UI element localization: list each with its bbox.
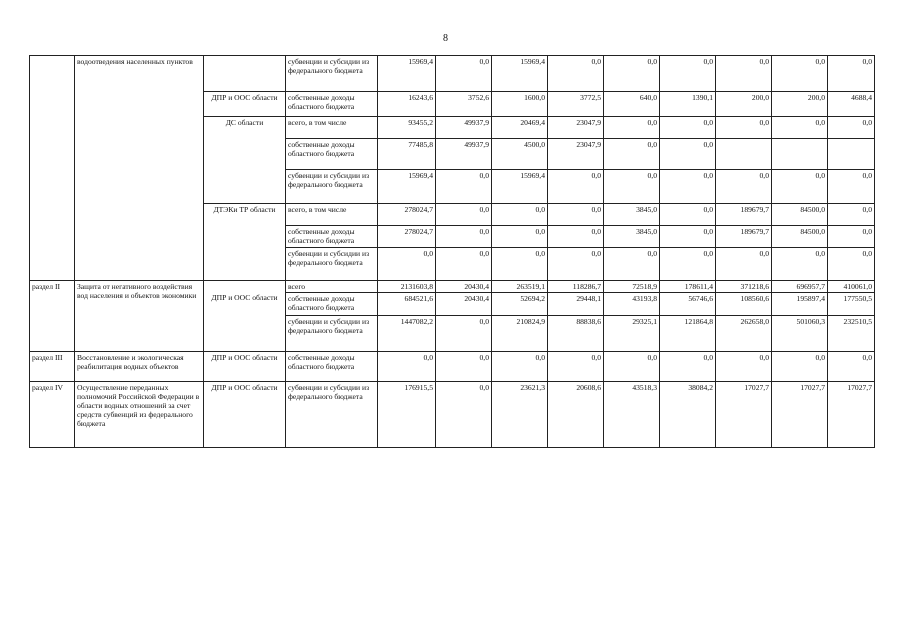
value-cell: 49937,9 (436, 117, 492, 139)
value-cell: 17027,7 (828, 382, 875, 448)
value-cell: 23047,9 (548, 139, 604, 170)
value-cell: 0,0 (660, 117, 716, 139)
value-cell: 696957,7 (772, 281, 828, 293)
value-cell: 0,0 (548, 204, 604, 226)
value-cell: 0,0 (660, 248, 716, 281)
value-cell: 640,0 (604, 92, 660, 117)
value-cell: 0,0 (436, 352, 492, 382)
executor-cell: ДПР и ООС области (204, 352, 286, 382)
value-cell: 1390,1 (660, 92, 716, 117)
value-cell: 0,0 (604, 352, 660, 382)
funding-source-label: субвенции и субсидии из федерального бюджета (286, 316, 378, 352)
executor-cell: ДПР и ООС области (204, 92, 286, 117)
value-cell: 108560,6 (716, 293, 772, 316)
value-cell: 4688,4 (828, 92, 875, 117)
program-name-cell: Защита от негативного воздействия вод населения и объектов экономики (75, 281, 204, 352)
value-cell (772, 139, 828, 170)
value-cell: 43518,3 (604, 382, 660, 448)
value-cell: 0,0 (660, 139, 716, 170)
value-cell: 0,0 (436, 248, 492, 281)
value-cell: 0,0 (548, 56, 604, 92)
page-number: 8 (443, 33, 448, 44)
value-cell: 0,0 (716, 170, 772, 204)
funding-source-label: собственные доходы областного бюджета (286, 139, 378, 170)
value-cell: 20469,4 (492, 117, 548, 139)
value-cell: 0,0 (604, 117, 660, 139)
value-cell: 0,0 (378, 352, 436, 382)
section-code-cell: раздел III (30, 352, 75, 382)
value-cell: 52694,2 (492, 293, 548, 316)
value-cell: 72518,9 (604, 281, 660, 293)
value-cell: 0,0 (492, 248, 548, 281)
value-cell: 118286,7 (548, 281, 604, 293)
value-cell: 177550,5 (828, 293, 875, 316)
value-cell: 3845,0 (604, 226, 660, 248)
value-cell: 0,0 (828, 170, 875, 204)
value-cell: 0,0 (828, 56, 875, 92)
value-cell: 0,0 (604, 248, 660, 281)
value-cell: 0,0 (436, 56, 492, 92)
value-cell: 0,0 (716, 248, 772, 281)
section-code-cell: раздел II (30, 281, 75, 352)
funding-source-label: субвенции и субсидии из федерального бюджета (286, 248, 378, 281)
funding-source-label: собственные доходы областного бюджета (286, 352, 378, 382)
value-cell: 0,0 (604, 170, 660, 204)
value-cell: 0,0 (660, 352, 716, 382)
value-cell: 0,0 (548, 352, 604, 382)
value-cell: 29448,1 (548, 293, 604, 316)
value-cell: 262658,0 (716, 316, 772, 352)
funding-source-label: собственные доходы областного бюджета (286, 92, 378, 117)
table-row (30, 281, 875, 293)
value-cell: 0,0 (604, 56, 660, 92)
value-cell: 0,0 (772, 117, 828, 139)
value-cell: 371218,6 (716, 281, 772, 293)
value-cell: 0,0 (660, 170, 716, 204)
program-name-cell: водоотведения населенных пунктов (75, 56, 204, 281)
value-cell: 0,0 (716, 117, 772, 139)
value-cell: 0,0 (772, 56, 828, 92)
value-cell: 88838,6 (548, 316, 604, 352)
value-cell: 0,0 (604, 139, 660, 170)
funding-source-label: субвенции и субсидии из федерального бюджета (286, 170, 378, 204)
value-cell: 0,0 (548, 226, 604, 248)
value-cell: 0,0 (492, 226, 548, 248)
value-cell: 3772,5 (548, 92, 604, 117)
value-cell: 195897,4 (772, 293, 828, 316)
value-cell: 0,0 (436, 204, 492, 226)
value-cell: 210824,9 (492, 316, 548, 352)
value-cell: 263519,1 (492, 281, 548, 293)
funding-source-label: собственные доходы областного бюджета (286, 293, 378, 316)
value-cell: 200,0 (716, 92, 772, 117)
value-cell: 2131603,8 (378, 281, 436, 293)
table-row (30, 56, 875, 92)
value-cell: 278024,7 (378, 226, 436, 248)
executor-cell: ДПР и ООС области (204, 281, 286, 352)
value-cell: 1447082,2 (378, 316, 436, 352)
value-cell: 278024,7 (378, 204, 436, 226)
value-cell: 189679,7 (716, 226, 772, 248)
value-cell: 0,0 (436, 170, 492, 204)
value-cell: 0,0 (772, 352, 828, 382)
value-cell: 0,0 (548, 170, 604, 204)
executor-cell (204, 56, 286, 92)
value-cell: 15969,4 (378, 56, 436, 92)
value-cell: 15969,4 (492, 56, 548, 92)
value-cell: 0,0 (660, 56, 716, 92)
section-code-cell: раздел IV (30, 382, 75, 448)
value-cell: 0,0 (828, 352, 875, 382)
value-cell: 0,0 (716, 56, 772, 92)
value-cell: 0,0 (716, 352, 772, 382)
value-cell: 93455,2 (378, 117, 436, 139)
program-name-cell: Восстановление и экологическая реабилитация водных объектов (75, 352, 204, 382)
executor-cell: ДС области (204, 117, 286, 204)
value-cell: 15969,4 (378, 170, 436, 204)
value-cell: 176915,5 (378, 382, 436, 448)
value-cell: 1600,0 (492, 92, 548, 117)
value-cell: 178611,4 (660, 281, 716, 293)
funding-source-label: субвенции и субсидии из федерального бюджета (286, 382, 378, 448)
budget-table (29, 55, 875, 448)
value-cell: 410061,0 (828, 281, 875, 293)
funding-source-label: субвенции и субсидии из федерального бюджета (286, 56, 378, 92)
value-cell: 38084,2 (660, 382, 716, 448)
value-cell: 0,0 (828, 248, 875, 281)
value-cell: 0,0 (492, 352, 548, 382)
value-cell: 23621,3 (492, 382, 548, 448)
value-cell: 43193,8 (604, 293, 660, 316)
value-cell: 0,0 (772, 248, 828, 281)
table-row (30, 382, 875, 448)
value-cell: 684521,6 (378, 293, 436, 316)
value-cell: 121864,8 (660, 316, 716, 352)
value-cell: 17027,7 (772, 382, 828, 448)
value-cell: 501060,3 (772, 316, 828, 352)
value-cell (716, 139, 772, 170)
executor-cell: ДТЭКи ТР области (204, 204, 286, 281)
funding-source-label: всего, в том числе (286, 117, 378, 139)
value-cell: 0,0 (828, 204, 875, 226)
value-cell: 0,0 (436, 316, 492, 352)
value-cell: 0,0 (828, 226, 875, 248)
value-cell: 56746,6 (660, 293, 716, 316)
value-cell: 0,0 (660, 204, 716, 226)
value-cell: 20430,4 (436, 281, 492, 293)
value-cell: 0,0 (492, 204, 548, 226)
value-cell: 200,0 (772, 92, 828, 117)
value-cell: 84500,0 (772, 204, 828, 226)
program-name-cell: Осуществление переданных полномочий Российской Федерации в области водных отношений за счет средств субвенций из федерального бюджета (75, 382, 204, 448)
value-cell: 189679,7 (716, 204, 772, 226)
value-cell: 23047,9 (548, 117, 604, 139)
section-code-cell (30, 56, 75, 281)
funding-source-label: собственные доходы областного бюджета (286, 226, 378, 248)
value-cell: 3845,0 (604, 204, 660, 226)
value-cell: 17027,7 (716, 382, 772, 448)
value-cell: 0,0 (378, 248, 436, 281)
value-cell: 232510,5 (828, 316, 875, 352)
funding-source-label: всего, в том числе (286, 204, 378, 226)
executor-cell: ДПР и ООС области (204, 382, 286, 448)
value-cell: 4500,0 (492, 139, 548, 170)
value-cell: 0,0 (548, 248, 604, 281)
value-cell: 29325,1 (604, 316, 660, 352)
value-cell: 20608,6 (548, 382, 604, 448)
value-cell: 15969,4 (492, 170, 548, 204)
value-cell: 0,0 (828, 117, 875, 139)
value-cell: 0,0 (436, 382, 492, 448)
value-cell (828, 139, 875, 170)
funding-source-label: всего (286, 281, 378, 293)
value-cell: 0,0 (660, 226, 716, 248)
value-cell: 16243,6 (378, 92, 436, 117)
value-cell: 77485,8 (378, 139, 436, 170)
value-cell: 0,0 (772, 170, 828, 204)
value-cell: 3752,6 (436, 92, 492, 117)
value-cell: 0,0 (436, 226, 492, 248)
value-cell: 49937,9 (436, 139, 492, 170)
value-cell: 20430,4 (436, 293, 492, 316)
table-row (30, 352, 875, 382)
value-cell: 84500,0 (772, 226, 828, 248)
